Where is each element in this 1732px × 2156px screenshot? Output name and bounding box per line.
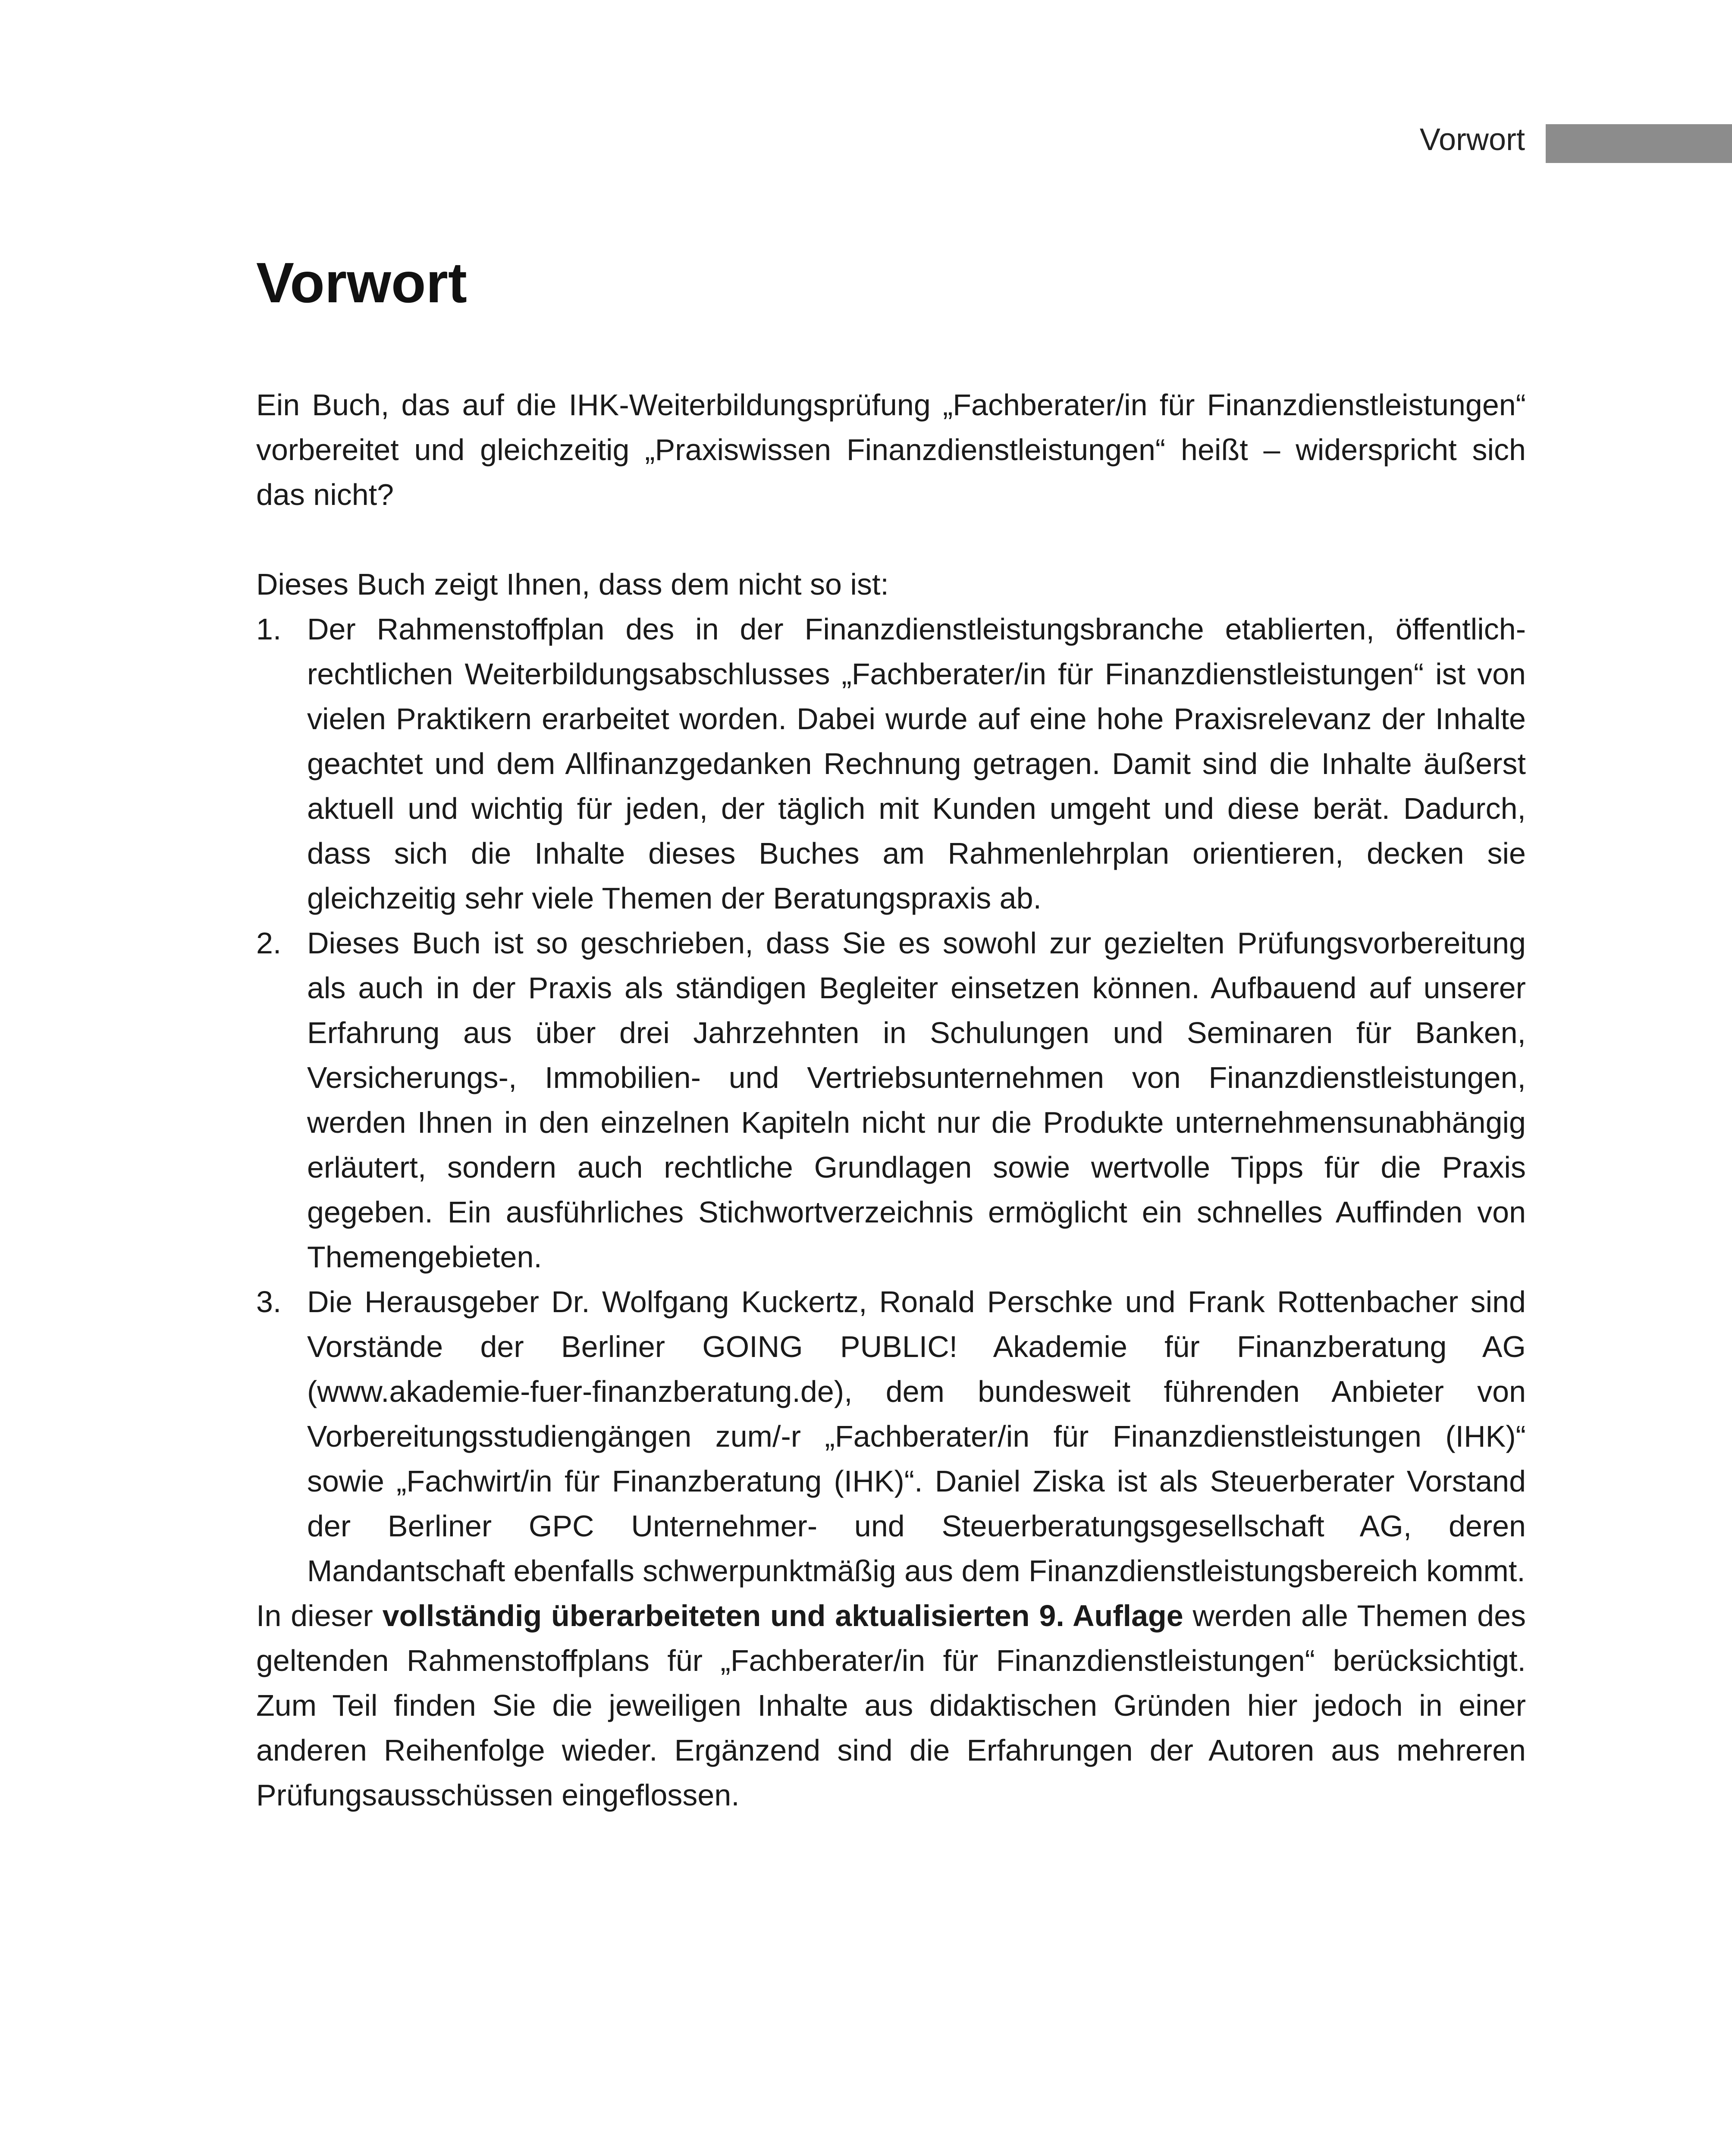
edition-highlight: vollständig überarbeiteten und aktualisierten 9. Auflage — [382, 1599, 1183, 1633]
closing-text-after: werden alle Themen des geltenden Rahmenstoffplans für „Fachberater/in für Finanzdienstleistungen“ berücksichtigt. Zum Teil finden Sie die jeweiligen Inhalte aus didaktischen Gründen hier jedoch in einer anderen Reihenfolge wieder. Ergänzend sind die Erfahrungen der Autoren aus mehreren Prüfungsausschüssen eingeflossen. — [256, 1599, 1526, 1812]
list-item-text: Der Rahmenstoffplan des in der Finanzdienstleistungsbranche etablierten, öffentlich-rechtlichen Weiterbildungsabschlusses „Fachberater/in für Finanzdienstleistungen“ ist von vielen Praktikern erarbeitet worden. Dabei wurde auf eine hohe Praxisrelevanz der Inhalte geachtet und dem Allfinanzgedanken Rechnung getragen. Damit sind die Inhalte äußerst aktuell und wichtig für jeden, der täglich mit Kunden umgeht und diese berät. Dadurch, dass sich die Inhalte dieses Buches am Rahmenlehrplan orientieren, decken sie gleichzeitig sehr viele Themen der Beratungspraxis ab. — [307, 612, 1526, 915]
list-item — [256, 607, 1526, 921]
page-content — [256, 251, 1526, 1818]
list-lead-paragraph: Dieses Buch zeigt Ihnen, dass dem nicht so ist: — [256, 567, 889, 601]
list-item-number: 2. — [256, 926, 282, 960]
list-item-text: Dieses Buch ist so geschrieben, dass Sie es sowohl zur gezielten Prüfungsvorbereitung als auch in der Praxis als ständigen Begleiter einsetzen können. Aufbauend auf unserer Erfahrung aus über drei Jahrzehnten in Schulungen und Seminaren für Banken, Versicherungs-, Immobilien- und Vertriebsunternehmen von Finanzdienstleistungen, werden Ihnen in den einzelnen Kapiteln nicht nur die Produkte unternehmensunabhängig erläutert, sondern auch rechtliche Grundlagen sowie wertvolle Tipps für die Praxis gegeben. Ein ausführliches Stichwortverzeichnis ermöglicht ein schnelles Auffinden von Themengebieten. — [307, 926, 1526, 1274]
closing-paragraph — [256, 1593, 1526, 1818]
running-header-title: Vorwort — [1419, 122, 1525, 157]
intro-paragraph: Ein Buch, das auf die IHK-Weiterbildungsprüfung „Fachberater/in für Finanzdienstleistungen“ vorbereitet und gleichzeitig „Praxiswissen Finanzdienstleistungen“ heißt – widerspricht sich das nicht? — [256, 388, 1526, 511]
list-item — [256, 921, 1526, 1279]
list-item-number: 1. — [256, 612, 282, 646]
list-item-text: Die Herausgeber Dr. Wolfgang Kuckertz, Ronald Perschke und Frank Rottenbacher sind Vorstände der Berliner GOING PUBLIC! Akademie für Finanzberatung AG (www.akademie-fuer-finanzberatung.de), dem bundesweit führenden Anbieter von Vorbereitungsstudiengängen zum/-r „Fachberater/in für Finanzdienstleistungen (IHK)“ sowie „Fachwirt/in für Finanzberatung (IHK)“. Daniel Ziska ist als Steuerberater Vorstand der Berliner GPC Unternehmer- und Steuerberatungsgesellschaft AG, deren Mandantschaft ebenfalls schwerpunktmäßig aus dem Finanzdienstleistungsbereich kommt. — [307, 1285, 1526, 1588]
page-title: Vorwort — [256, 251, 467, 314]
numbered-list — [256, 607, 1526, 1593]
chapter-tab-bar — [1546, 124, 1732, 163]
list-item — [256, 1279, 1526, 1593]
closing-text-before: In dieser — [256, 1599, 383, 1633]
list-item-number: 3. — [256, 1285, 282, 1319]
